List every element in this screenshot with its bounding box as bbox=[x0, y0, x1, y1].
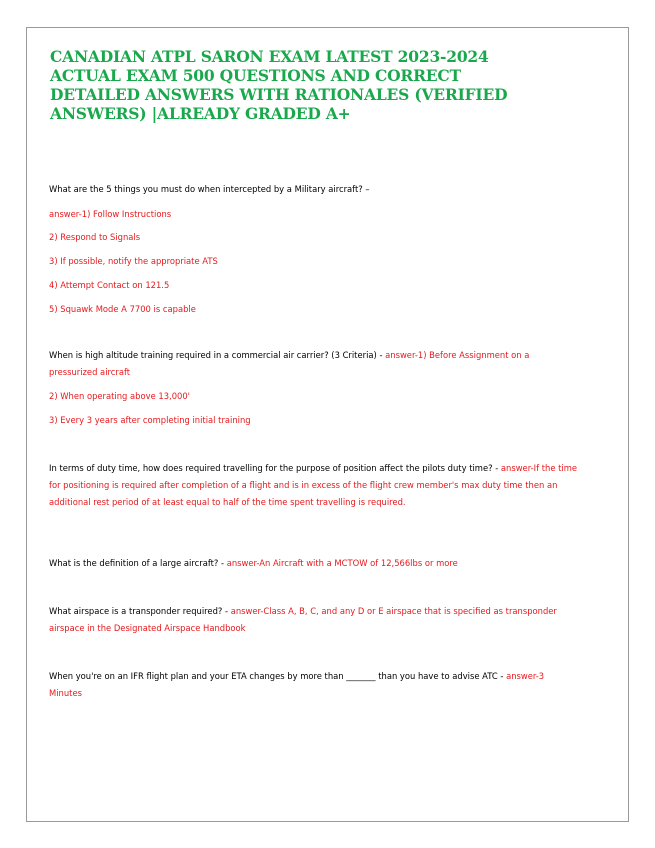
q1-answer-1: answer-1) Follow Instructions bbox=[49, 209, 172, 219]
q1-answer-2: 2) Respond to Signals bbox=[49, 232, 141, 242]
q1-answer-5: 5) Squawk Mode A 7700 is capable bbox=[49, 304, 196, 314]
question-3 bbox=[49, 460, 579, 511]
question-2-answer: answer-1) Before Assignment on a pressurized aircraft bbox=[49, 350, 530, 377]
q2-answer-3: 3) Every 3 years after completing initial training bbox=[49, 415, 251, 425]
question-1: What are the 5 things you must do when intercepted by a Military aircraft? – bbox=[49, 184, 370, 194]
q2-answer-2: 2) When operating above 13,000' bbox=[49, 391, 190, 401]
question-5-answer: answer-Class A, B, C, and any D or E airspace that is specified as transponder airspace in the Designated Airspace Handbook bbox=[49, 606, 557, 633]
question-5 bbox=[49, 603, 579, 637]
question-2 bbox=[49, 347, 579, 381]
q1-answer-3: 3) If possible, notify the appropriate ATS bbox=[49, 256, 218, 266]
document-title: CANADIAN ATPL SARON EXAM LATEST 2023-2024 ACTUAL EXAM 500 QUESTIONS AND CORRECT DETAILED ANSWERS WITH RATIONALES (VERIFIED ANSWERS) |ALREADY GRADED A+ bbox=[50, 47, 508, 123]
q1-answer-4: 4) Attempt Contact on 121.5 bbox=[49, 280, 170, 290]
question-6 bbox=[49, 668, 579, 702]
question-2-text: When is high altitude training required in a commercial air carrier? (3 Criteria) - bbox=[49, 350, 386, 360]
question-3-answer: answer-If the time for positioning is required after completion of a flight and is in excess of the flight crew member's max duty time then an additional rest period of at least equal to half of the time spent travelling is required. bbox=[49, 463, 578, 507]
question-4-answer: answer-An Aircraft with a MCTOW of 12,566lbs or more bbox=[226, 558, 458, 568]
question-6-text: When you're on an IFR flight plan and your ETA changes by more than _______ than you have to advise ATC - bbox=[49, 671, 507, 681]
question-5-text: What airspace is a transponder required? - bbox=[49, 606, 231, 616]
question-4-text: What is the definition of a large aircraft? - bbox=[49, 558, 227, 568]
question-4 bbox=[49, 555, 579, 572]
question-3-text: In terms of duty time, how does required travelling for the purpose of position affect the pilots duty time? - bbox=[49, 463, 501, 473]
question-6-answer: answer-3 Minutes bbox=[49, 671, 545, 698]
